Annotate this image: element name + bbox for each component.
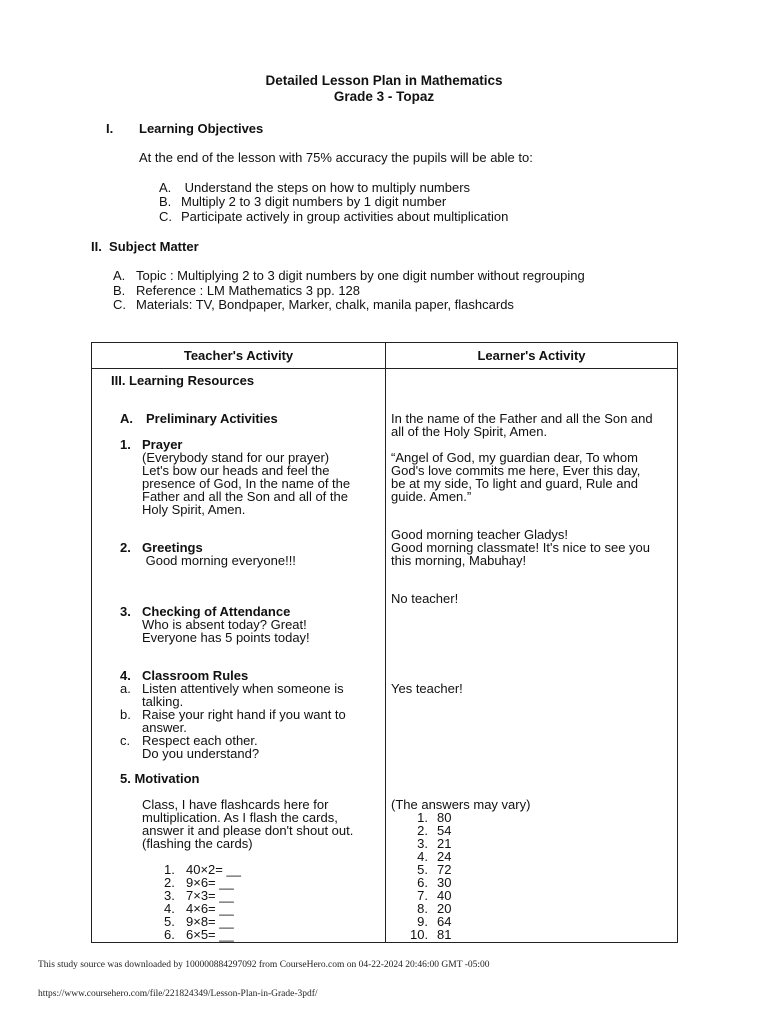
motivation-line: multiplication. As I flash the cards, <box>142 810 338 825</box>
answer-value: 81 <box>437 927 452 942</box>
prayer-response-line: guide. Amen.” <box>391 489 472 504</box>
flashcard-question: 7×3= __ <box>186 888 234 903</box>
prayer-line: presence of God, In the name of the <box>142 476 351 491</box>
greetings-marker: 2. <box>120 540 131 555</box>
teacher-activity-header: Teacher's Activity <box>183 348 294 363</box>
flashcard-number: 3. <box>164 888 175 903</box>
subject-text: Materials: TV, Bondpaper, Marker, chalk, manila paper, flashcards <box>136 297 514 312</box>
rule-line: Raise your right hand if you want to <box>142 707 346 722</box>
answer-value: 64 <box>437 914 452 929</box>
rule-line: answer. <box>142 720 187 735</box>
rule-line: Listen attentively when someone is <box>142 681 344 696</box>
rule-line: Do you understand? <box>142 746 260 761</box>
prayer-response-line: In the name of the Father and all the Son and <box>391 411 653 426</box>
greetings-response-line: this morning, Mabuhay! <box>391 553 527 568</box>
answer-value: 54 <box>437 823 452 838</box>
learner-activity-header: Learner's Activity <box>477 348 586 363</box>
answer-value: 21 <box>437 836 452 851</box>
motivation-heading: 5. Motivation <box>120 771 200 786</box>
prayer-response-line: all of the Holy Spirit, Amen. <box>391 424 548 439</box>
prayer-marker: 1. <box>120 437 131 452</box>
attendance-marker: 3. <box>120 604 131 619</box>
rule-line: talking. <box>142 694 184 709</box>
motivation-line: Class, I have flashcards here for <box>142 797 329 812</box>
answer-number: 9. <box>417 914 428 929</box>
answer-number: 1. <box>417 810 428 825</box>
answer-number: 6. <box>417 875 428 890</box>
flashcard-number: 1. <box>164 862 175 877</box>
table-column-divider <box>385 343 386 942</box>
answer-value: 20 <box>437 901 452 916</box>
prayer-line: Let's bow our heads and feel the <box>142 463 330 478</box>
subject-matter-heading: II. Subject Matter <box>91 239 199 254</box>
prayer-line: Father and all the Son and all of the <box>142 489 348 504</box>
answer-value: 40 <box>437 888 452 903</box>
objective-text: Participate actively in group activities about multiplication <box>181 209 509 224</box>
table-header-divider <box>92 368 677 369</box>
greetings-response-line: Good morning classmate! It's nice to see you <box>391 540 650 555</box>
greetings-response-line: Good morning teacher Gladys! <box>391 527 569 542</box>
objective-text: Multiply 2 to 3 digit numbers by 1 digit number <box>181 194 447 209</box>
subject-text: Topic : Multiplying 2 to 3 digit numbers by one digit number without regrouping <box>136 268 585 283</box>
greetings-line: Good morning everyone!!! <box>142 553 296 568</box>
flashcard-question: 9×6= __ <box>186 875 234 890</box>
flashcard-question: 4×6= __ <box>186 901 234 916</box>
section-heading: III. Learning Resources <box>111 373 255 388</box>
subject-marker: C. <box>113 297 126 312</box>
subject-marker: A. <box>113 268 126 283</box>
activity-table <box>91 342 678 943</box>
preliminary-heading: Preliminary Activities <box>146 411 278 426</box>
attendance-heading: Checking of Attendance <box>142 604 291 619</box>
objectives-heading: Learning Objectives <box>139 121 264 136</box>
answer-number: 7. <box>417 888 428 903</box>
download-notice: This study source was downloaded by 100000884297092 from CourseHero.com on 04-22-2024 20:46:00 GMT -05:00 <box>38 960 490 970</box>
subject-marker: B. <box>113 283 126 298</box>
attendance-line: Everyone has 5 points today! <box>142 630 310 645</box>
flashcard-number: 2. <box>164 875 175 890</box>
rule-marker: b. <box>120 707 131 722</box>
answer-number: 3. <box>417 836 428 851</box>
answer-value: 30 <box>437 875 452 890</box>
answer-number: 2. <box>417 823 428 838</box>
objective-text: Understand the steps on how to multiply numbers <box>181 180 471 195</box>
flashcard-number: 4. <box>164 901 175 916</box>
objective-marker: A. <box>159 180 172 195</box>
rule-marker: a. <box>120 681 131 696</box>
rules-marker: 4. <box>120 668 131 683</box>
prayer-response-line: “Angel of God, my guardian dear, To whom <box>391 450 638 465</box>
rule-line: Respect each other. <box>142 733 258 748</box>
rule-marker: c. <box>120 733 131 748</box>
greetings-heading: Greetings <box>142 540 203 555</box>
prayer-heading: Prayer <box>142 437 183 452</box>
flashcard-question: 40×2= __ <box>186 862 241 877</box>
answer-value: 80 <box>437 810 452 825</box>
prayer-response-line: God's love commits me here, Ever this day, <box>391 463 641 478</box>
flashcard-question: 6×5= __ <box>186 927 234 942</box>
source-url[interactable]: https://www.coursehero.com/file/221824349/Lesson-Plan-in-Grade-3pdf/ <box>38 989 318 999</box>
objectives-numeral: I. <box>106 121 114 136</box>
answer-number: 4. <box>417 849 428 864</box>
flashcard-number: 5. <box>164 914 175 929</box>
rules-heading: Classroom Rules <box>142 668 249 683</box>
preliminary-marker: A. <box>120 411 133 426</box>
prayer-line: (Everybody stand for our prayer) <box>142 450 330 465</box>
motivation-response-note: (The answers may vary) <box>391 797 531 812</box>
motivation-line: (flashing the cards) <box>142 836 253 851</box>
motivation-line: answer it and please don't shout out. <box>142 823 354 838</box>
prayer-line: Holy Spirit, Amen. <box>142 502 246 517</box>
document-subtitle: Grade 3 - Topaz <box>333 89 435 104</box>
objectives-intro: At the end of the lesson with 75% accuracy the pupils will be able to: <box>139 150 533 165</box>
objective-marker: B. <box>159 194 172 209</box>
flashcard-number: 6. <box>164 927 175 942</box>
answer-number: 8. <box>417 901 428 916</box>
answer-number: 10. <box>410 927 429 942</box>
attendance-line: Who is absent today? Great! <box>142 617 307 632</box>
answer-value: 72 <box>437 862 452 877</box>
prayer-response-line: be at my side, To light and guard, Rule and <box>391 476 638 491</box>
answer-number: 5. <box>417 862 428 877</box>
flashcard-question: 9×8= __ <box>186 914 234 929</box>
objective-marker: C. <box>159 209 172 224</box>
attendance-response: No teacher! <box>391 591 459 606</box>
document-title: Detailed Lesson Plan in Mathematics <box>265 73 503 88</box>
rules-response: Yes teacher! <box>391 681 463 696</box>
answer-value: 24 <box>437 849 452 864</box>
subject-text: Reference : LM Mathematics 3 pp. 128 <box>136 283 361 298</box>
